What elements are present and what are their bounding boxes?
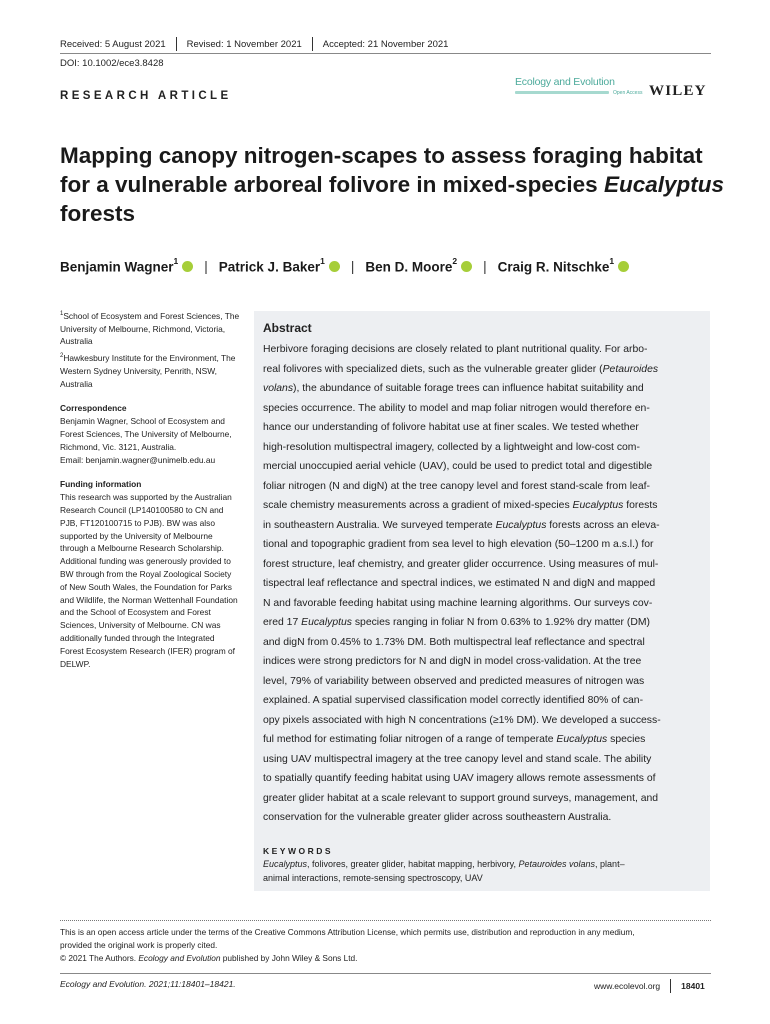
abstract-line: in southeastern Australia. We surveyed temperate Eucalyptus forests across an eleva- <box>263 519 660 531</box>
abstract-line: greater glider habitat at a scale relevant to support ground surveys, management, and <box>263 792 659 804</box>
funding <box>60 478 240 670</box>
orcid-icon[interactable] <box>461 261 472 272</box>
author-separator: | <box>483 258 487 274</box>
open-access-label: Open Access <box>613 90 643 96</box>
title-line: forests <box>60 201 136 226</box>
abstract-line: tispectral leaf reflectance and spectral indices, we estimated N and digN and mapped <box>263 578 656 589</box>
license-line: This is an open access article under the terms of the Creative Commons Attribution License, which permits use, distribution and reproduction in any medium, <box>60 927 635 937</box>
abstract-line: to spatially quantify feeding habitat using UAV imagery allows remote assessments of <box>263 773 656 784</box>
keywords-line: animal interactions, remote-sensing spectroscopy, UAV <box>263 873 483 883</box>
abstract-line: opy pixels associated with high N concentrations (≥1% DM). We developed a success- <box>263 714 661 726</box>
footer-dotted-rule <box>60 920 711 921</box>
divider <box>176 37 177 51</box>
page-number: 18401 <box>681 981 705 991</box>
abstract-heading: Abstract <box>263 321 312 335</box>
title-genus: Eucalyptus <box>603 172 725 197</box>
abstract-line: ful method for estimating foliar nitrogen of a range of temperate Eucalyptus species <box>263 734 646 745</box>
author-list <box>60 258 629 275</box>
abstract-line: explained. A spatial supervised classification model correctly identified 80% of can- <box>263 695 644 706</box>
abstract-text <box>263 340 703 828</box>
orcid-icon[interactable] <box>618 261 629 272</box>
abstract-line: foliar nitrogen (N and digN) at the tree canopy level and forest stand-scale from leaf- <box>263 480 650 492</box>
affiliation: $^2$Hawkesbury Institute for the Environment, The Western Sydney University, Penrith, NSW, Australia <box>60 352 236 389</box>
license-note <box>60 926 711 965</box>
correspondence-text: Benjamin Wagner, School of Ecosystem and Forest Sciences, The University of Melbourne, Richmond, Vic. 3121, Australia. <box>60 416 232 452</box>
keywords-line: Eucalyptus, folivores, greater glider, habitat mapping, herbivory, Petauroides volans, plant– <box>263 859 625 869</box>
author-name[interactable]: Patrick J. Baker$^1$ <box>218 256 325 275</box>
title-line: for a vulnerable arboreal folivore in mixed-species Eucalyptus <box>60 172 725 197</box>
divider <box>312 37 313 51</box>
journal-logo <box>515 76 645 94</box>
funding-heading: Funding information <box>60 479 142 490</box>
abstract-line: high-resolution multispectral imagery, collected by a lightweight and low-cost com- <box>263 441 640 453</box>
abstract-line: mercial unoccupied aerial vehicle (UAV), could be used to predict total and digestible <box>263 461 653 472</box>
journal-logo-text: Ecology and Evolution <box>515 76 615 88</box>
accepted-date: Accepted: 21 November 2021 <box>322 38 449 50</box>
abstract-line: volans), the abundance of suitable forage trees can influence habitat suitability and <box>263 383 644 394</box>
journal-logo-bar <box>515 91 609 94</box>
abstract-line: real folivores with specialized diets, such as the vulnerable greater glider (Petauroides <box>263 363 659 375</box>
header-rule <box>60 53 711 54</box>
page-footer <box>594 979 705 993</box>
abstract-line: forest structure, leaf chemistry, and greater glider occurrence. Using measures of mul- <box>263 558 659 570</box>
doi-link[interactable]: DOI: 10.1002/ece3.8428 <box>60 58 164 69</box>
received-date: Received: 5 August 2021 <box>60 38 166 50</box>
keywords-text <box>263 857 703 885</box>
abstract-line: indices were strong predictors for N and digN in model cross-validation. At the tree <box>263 656 642 667</box>
abstract-line: conservation for the vulnerable greater glider across southeastern Australia. <box>263 812 612 823</box>
abstract-line: species occurrence. The ability to model and map foliar nitrogen would therefore en- <box>263 402 650 414</box>
abstract-line: hance our understanding of folivore habitat use at finer scales. We tested whether <box>263 422 639 433</box>
abstract-line: using UAV multispectral imagery at the tree canopy level and stand scale. The ability <box>263 753 652 765</box>
abstract-line: ered 17 Eucalyptus species ranging in foliar N from 0.63% to 1.92% dry matter (DM) <box>263 617 650 628</box>
journal-website[interactable]: www.ecolevol.org <box>594 981 661 991</box>
sidebar-info <box>60 308 240 682</box>
author-name[interactable]: Benjamin Wagner$^1$ <box>60 256 179 275</box>
abstract-line: Herbivore foraging decisions are closely related to plant nutritional quality. For arbo- <box>263 344 648 355</box>
author-separator: | <box>204 258 208 274</box>
abstract-box <box>254 311 710 891</box>
revised-date: Revised: 1 November 2021 <box>186 38 302 50</box>
title-line: Mapping canopy nitrogen-scapes to assess foraging habitat <box>60 143 703 168</box>
abstract-line: N and favorable feeding habitat using machine learning algorithms. Our surveys cov- <box>263 597 653 609</box>
article-type: RESEARCH ARTICLE <box>60 90 232 102</box>
abstract-line: scale chemistry measurements across a gradient of mixed-species Eucalyptus forests <box>263 500 658 511</box>
divider <box>670 979 671 993</box>
author-name[interactable]: Craig R. Nitschke$^1$ <box>497 256 615 275</box>
correspondence-heading: Correspondence <box>60 403 127 414</box>
author-separator: | <box>350 258 355 274</box>
submission-dates <box>60 37 448 51</box>
article-title <box>60 141 725 228</box>
license-line: provided the original work is properly cited. <box>60 940 218 950</box>
copyright-line: © 2021 The Authors. Ecology and Evolution published by John Wiley & Sons Ltd. <box>60 953 358 963</box>
correspondence-email[interactable]: Email: benjamin.wagner@unimelb.edu.au <box>60 454 216 465</box>
affiliations <box>60 308 240 390</box>
keywords-heading: KEYWORDS <box>263 846 334 856</box>
abstract-line: level, 79% of variability between observed and predicted measures of nitrogen was <box>263 675 645 687</box>
funding-text: This research was supported by the Australian Research Council (LP140100580 to CN and PJB, FT120100715 to PJB). BW was also supported by the University of Melbourne through a Melbourne Research Scholarship. Additional funding was generously provided to BW through from the Royal Zoological Society of New South Wales, the Foundation for Parks and Wildlife, the Norman Wettenhall Foundation and the School of Ecosystem and Forest Sciences, University of Melbourne. CN was additionally funded through the Integrated Forest Ecosystem Research (IFER) program of DELWP. <box>60 492 238 669</box>
citation: Ecology and Evolution. 2021;11:18401–18421. <box>60 979 236 989</box>
affiliation: $^1$School of Ecosystem and Forest Sciences, The University of Melbourne, Richmond, Victoria, Australia <box>60 310 240 347</box>
abstract-line: and digN from 0.45% to 1.73% DM. Both multispectral leaf reflectance and spectral <box>263 636 645 648</box>
correspondence <box>60 402 240 466</box>
abstract-line: tional and topographic gradient from sea level to high elevation (50–1200 m a.s.l.) for <box>263 539 654 550</box>
orcid-icon[interactable] <box>182 261 193 272</box>
publisher-logo: WILEY <box>649 83 707 99</box>
orcid-icon[interactable] <box>329 261 340 272</box>
author-name[interactable]: Ben D. Moore$^2$ <box>365 256 458 275</box>
footer-rule <box>60 973 711 974</box>
